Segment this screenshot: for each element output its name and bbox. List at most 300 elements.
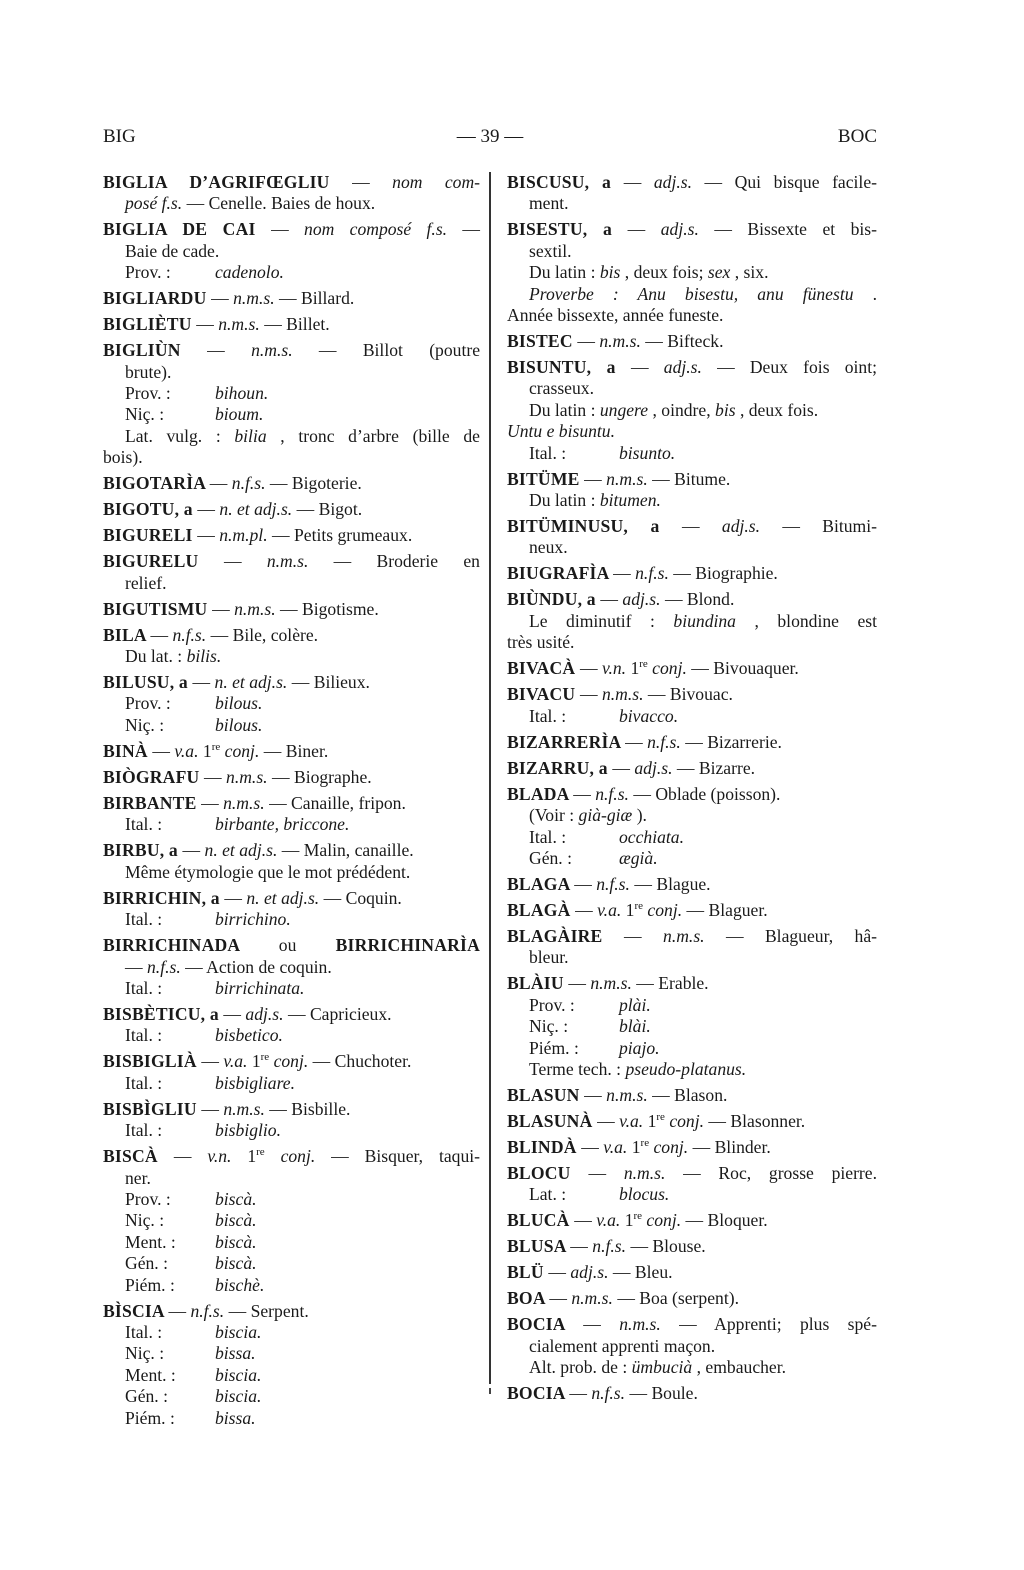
entry-headline [103,1099,480,1120]
entry-headline [507,1085,877,1106]
text: — Blasonner. [708,1110,806,1131]
text: 1 [251,1051,261,1072]
italic-text: conj. [264,1146,332,1167]
entry-subline [103,1386,480,1407]
entry-subline [507,443,877,464]
headword: BISESTU, a [507,219,628,240]
headword: BITÜMINUSU, a [507,516,682,537]
text: — Biographie. [673,563,778,584]
italic-text: adj.s. [721,516,783,537]
text: — [574,873,597,894]
text: — [584,468,607,489]
text: bleur. [529,947,569,968]
text: — [583,1314,620,1335]
text: — Bitumi- [782,516,877,537]
dictionary-entry [103,840,480,883]
headword: BLADA [507,783,574,804]
text: — [548,1262,571,1283]
text: — [150,624,173,645]
italic-text: conj. [269,1051,313,1072]
text: — [569,1383,592,1404]
entry-headline [103,1051,480,1072]
dialect-label: Ital. : [125,977,163,998]
italic-text: adj.s. [245,1003,288,1024]
dialect-label: Ital. : [125,1025,163,1046]
text: — Bizarrerie. [685,731,782,752]
headword: BISCÀ [103,1146,174,1167]
text: — [212,598,235,619]
dialect-label: Niç. : [125,1343,165,1364]
entry-subline [507,1016,877,1037]
text: — [223,551,267,572]
text: (Voir : [529,805,579,826]
text: sextil. [529,240,572,261]
text: — [627,219,661,240]
headword: BIÙNDU, a [507,589,601,610]
entry-subline [507,1059,877,1080]
italic-text: conj. [647,658,692,679]
entry-subline [103,1322,480,1343]
text: — Cenelle. Baies de houx. [186,193,376,214]
headword: BIGURELU [103,551,224,572]
text: — Billet. [264,314,330,335]
text: ou [278,935,336,956]
italic-text: biscà. [215,1210,257,1231]
dictionary-entry [507,219,877,326]
dialect-label: Piém. : [125,1407,175,1428]
entry-subline [507,848,877,869]
italic-text: biscia. [215,1321,262,1342]
text: — Bloquer. [685,1210,768,1231]
entry-subline [103,1073,480,1094]
text: — Blinder. [692,1136,771,1157]
headword: BISCUSU, a [507,172,624,192]
entry-subline [507,537,877,558]
running-head [103,126,877,154]
text: . [872,283,877,304]
dictionary-entry [507,758,877,779]
text: — Roc, grosse pierre. [683,1162,877,1183]
page-number: — 39 — [456,126,524,147]
text: très usité. [507,632,575,653]
text: — [209,473,232,494]
italic-text: n.m.s. [606,468,653,489]
text: , blondine est [754,610,877,631]
italic-text: biscà. [215,1188,257,1209]
text: — Biographe. [271,766,372,787]
dictionary-entry [103,551,480,594]
headword: BIGOTARÌA [103,473,210,494]
dialect-label: Ital. : [125,1072,163,1093]
dictionary-entry [103,599,480,620]
italic-text: adj.s. [653,172,705,192]
text: brute). [125,361,172,382]
italic-text: adj.s. [634,757,677,778]
dialect-label: Ital. : [125,909,163,930]
italic-text: n.m.s. [234,598,281,619]
italic-text: n.f.s. [592,1236,631,1257]
text: — [211,288,234,309]
entry-subline [103,1189,480,1210]
text: — [623,172,654,192]
italic-text: bilous. [215,693,263,714]
text: Année bissexte, année funeste. [507,305,724,326]
headword: BLUCÀ [507,1210,575,1231]
text: , deux fois. [739,399,819,420]
headword: BISUNTU, a [507,357,631,378]
dictionary-entry [507,1288,877,1309]
headword: BILUSU, a [103,672,193,693]
entry-subline [103,1365,480,1386]
text: — [568,973,591,994]
entry-headline [507,732,877,753]
text: — Bitume. [652,468,731,489]
text: , embaucher. [696,1357,787,1378]
entry-subline [507,378,877,399]
text: — [597,1110,620,1131]
column-divider [489,172,491,1384]
italic-text: bivacco. [619,705,679,726]
italic-text: n.m.s. [233,288,280,309]
entry-subline [103,814,480,835]
text: — Billard. [279,288,355,309]
headword: BIVACÀ [507,658,580,679]
text: — Malin, canaille. [281,840,414,861]
ordinal-superscript: re [211,741,221,754]
text: — Apprenti; plus spé- [679,1314,877,1335]
italic-text: n.m.s. [590,973,637,994]
dictionary-entry [103,793,480,836]
italic-text: n.f.s. [591,1383,630,1404]
italic-text: n.f.s. [190,1300,229,1321]
dictionary-entry [103,1099,480,1142]
ordinal-superscript: re [656,1111,665,1124]
entry-headline [103,888,480,909]
text: Du latin : [529,262,600,283]
italic-text: già-giæ [578,805,637,826]
dictionary-entry [507,172,877,215]
dialect-label: Niç. : [529,1016,569,1037]
dictionary-entry [103,499,480,520]
text: — Bisquer, taqui- [331,1146,480,1167]
entry-subline [103,1275,480,1296]
italic-text: posé f.s. [125,193,187,214]
text: — [584,1084,607,1105]
entry-headline [507,1210,877,1231]
entry-subline [103,1343,480,1364]
entry-headline [103,1004,480,1025]
text: — Boa (serpent). [617,1288,739,1309]
dictionary-entry [507,1137,877,1158]
italic-text: n. et adj.s. [204,840,282,861]
text: — [223,1003,246,1024]
entry-headline [507,1111,877,1132]
entry-subline [507,1038,877,1059]
italic-text: n.m.s. [606,1084,653,1105]
left-column [103,172,480,1434]
entry-subline [507,400,877,421]
entry-headline [507,563,877,584]
italic-text: n.m.s. [599,331,646,352]
dictionary-entry [507,331,877,352]
italic-text: Proverbe : Anu bisestu, anu fünestu [529,283,873,304]
headword: BIGURELI [103,525,198,546]
text: — [573,783,596,804]
headword: BÌSCIA [103,1300,169,1321]
text: — [201,1051,224,1072]
text: 1 [647,1110,657,1131]
entry-subline [507,241,877,262]
text: — Bissexte et bis- [714,219,877,240]
entry-subline [103,1253,480,1274]
text: — Coquin. [323,887,402,908]
italic-text: n.f.s. [172,624,211,645]
text: — [581,1136,604,1157]
text: 1 [624,1210,634,1231]
dictionary-entry [507,874,877,895]
entry-subline [507,995,877,1016]
entry-headline [103,473,480,494]
entry-headline [507,469,877,490]
italic-text: bilous. [215,714,263,735]
italic-text: biscà. [215,1253,257,1274]
running-head-last-word: BOC [837,126,877,147]
headword: BIRRICHIN, a [103,887,225,908]
entry-subline [103,693,480,714]
italic-text: bihoun. [215,383,269,404]
dialect-label: Prov. : [529,994,575,1015]
entry-headline [507,516,877,537]
italic-text: n.m.s. [571,1288,618,1309]
entry-subline [103,715,480,736]
text: — [624,925,664,946]
dictionary-entry [507,1262,877,1283]
dialect-label: Ment. : [125,1231,176,1252]
text: — [630,357,664,378]
dictionary-entry [103,288,480,309]
entry-headline [507,219,877,240]
entry-headline [103,599,480,620]
italic-text: v.n. [207,1146,248,1167]
italic-text: biscia. [215,1386,262,1407]
entry-subline [507,421,877,442]
text: — Bizarre. [676,757,756,778]
entry-headline [507,1262,877,1283]
entry-subline [103,1210,480,1231]
dictionary-entry [507,784,877,870]
text: — Biner. [263,740,329,761]
italic-text: nom com- [392,172,481,192]
italic-text: v.n. [601,658,631,679]
italic-text: n.m.s. [619,1314,680,1335]
headword: BIGUTISMU [103,598,213,619]
italic-text: adj.s. [663,357,718,378]
dialect-label: Ment. : [125,1364,176,1385]
entry-headline [507,1288,877,1309]
dictionary-entry [507,926,877,969]
column-divider-end-mark [489,1388,491,1394]
italic-text: v.a. [174,740,203,761]
italic-text: n.f.s. [595,783,634,804]
text: — Blaguer. [686,899,768,920]
italic-text: occhiata. [619,826,684,847]
headword: BIUGRAFÌA [507,563,614,584]
italic-text: birrichinata. [215,977,305,998]
italic-text: v.a. [223,1051,252,1072]
italic-text: biscia. [215,1364,262,1385]
dialect-label: Prov. : [125,1188,171,1209]
headword: BLÜ [507,1262,549,1283]
ordinal-superscript: re [634,900,644,913]
italic-text: n. et adj.s. [214,672,292,693]
text: — Oblade (poisson). [633,783,781,804]
entry-subline [103,447,480,468]
italic-text: n.f.s. [647,731,686,752]
text: — [613,563,636,584]
dialect-label: Gén. : [125,1253,168,1274]
dictionary-entry [103,741,480,762]
text: — [462,219,480,240]
italic-text: n.m.s. [223,1098,270,1119]
entry-headline [507,1314,877,1335]
italic-text: v.a. [619,1110,648,1131]
italic-text: conj. [643,899,687,920]
text: — Bilieux. [291,672,370,693]
text: Du latin : [529,490,600,511]
italic-text: n.m.s. [226,766,272,787]
text: — [579,684,602,705]
text: — [271,219,305,240]
entry-headline [103,672,480,693]
text: — [600,589,623,610]
entry-headline [103,793,480,814]
entry-subline [507,827,877,848]
italic-text: pseudo-platanus. [625,1058,747,1079]
dialect-label: Ital. : [125,814,163,835]
text: relief. [125,572,167,593]
italic-text: n.m.s. [223,792,270,813]
dialect-label: Piém. : [125,1274,175,1295]
dictionary-entry [103,672,480,736]
text: — Capricieux. [287,1003,392,1024]
entry-headline [507,589,877,610]
entry-headline [103,314,480,335]
text: — Serpent. [228,1300,309,1321]
dialect-label: Ital. : [125,1120,163,1141]
text: — [192,672,215,693]
text: — [588,1162,624,1183]
dictionary-entry [507,1163,877,1206]
dictionary-entry [507,973,877,1080]
italic-text: bischè. [215,1274,265,1295]
entry-headline [507,758,877,779]
dialect-label: Prov. : [125,693,171,714]
text: — [201,1098,224,1119]
entry-headline [103,935,480,956]
text: — Bile, colère. [210,624,319,645]
ordinal-superscript: re [633,1210,643,1223]
running-head-first-word: BIG [103,126,136,147]
dictionary-entry [507,900,877,921]
italic-text: n.m.s. [218,314,265,335]
entry-headline [507,331,877,352]
headword: BOA [507,1288,550,1309]
dictionary-entry [103,314,480,335]
text: — Bifteck. [645,331,724,352]
dictionary-entry [507,589,877,653]
italic-text: conj. [649,1136,693,1157]
text: — Bigot. [296,499,363,520]
text: ner. [125,1167,151,1188]
entry-subline [507,284,877,305]
italic-text: bissa. [215,1407,256,1428]
text: — [204,766,227,787]
right-column [507,172,877,1409]
text: , tronc d’arbre (bille de [280,425,480,446]
text: — [625,731,648,752]
text: 1 [625,899,635,920]
dictionary-entry [507,1111,877,1132]
entry-headline [103,1146,480,1167]
italic-text: v.a. [603,1136,632,1157]
text: — [549,1288,572,1309]
entry-subline [103,1168,480,1189]
ordinal-superscript: re [640,1137,650,1150]
italic-text: bis [715,399,740,420]
italic-text: adj.s. [622,589,665,610]
entry-headline [103,551,480,572]
text: cialement apprenti maçon. [529,1335,716,1356]
italic-text: sex [707,262,735,283]
entry-headline [103,525,480,546]
ordinal-superscript: re [639,658,648,671]
text: — Petits grumeaux. [271,525,413,546]
dictionary-entry [507,357,877,464]
italic-text: n. et adj.s. [246,887,324,908]
dictionary-entry [507,1210,877,1231]
headword: BLAGÀIRE [507,925,625,946]
italic-text: n.f.s. [596,873,635,894]
headword: BILA [103,624,151,645]
text: — Blason. [652,1084,728,1105]
headword: BLAGÀ [507,899,576,920]
headword: BISBÌGLIU [103,1098,202,1119]
text: — Bivouac. [647,684,733,705]
headword: BLAGA [507,873,575,894]
dictionary-entry [507,732,877,753]
text: — Blouse. [630,1236,706,1257]
text: ment. [529,193,569,214]
entry-subline [507,305,877,326]
headword: BIRRICHINADA [103,935,279,956]
italic-text: Untu e bisuntu. [507,421,616,442]
entry-subline [507,262,877,283]
dialect-label: Lat. : [529,1184,567,1205]
entry-subline [103,426,480,447]
text: — Bleu. [612,1262,673,1283]
entry-subline [103,193,480,214]
headword: BIGOTU, a [103,499,198,520]
headword: BLASUN [507,1084,585,1105]
headword: BISBIGLIÀ [103,1051,202,1072]
headword: BIGLIA DE CAI [103,219,272,240]
italic-text: n.f.s. [147,956,186,977]
entry-headline [103,767,480,788]
dictionary-entry [507,1236,877,1257]
text: — [574,1210,597,1231]
text: Le diminutif : [529,610,674,631]
italic-text: bilis. [186,646,222,667]
